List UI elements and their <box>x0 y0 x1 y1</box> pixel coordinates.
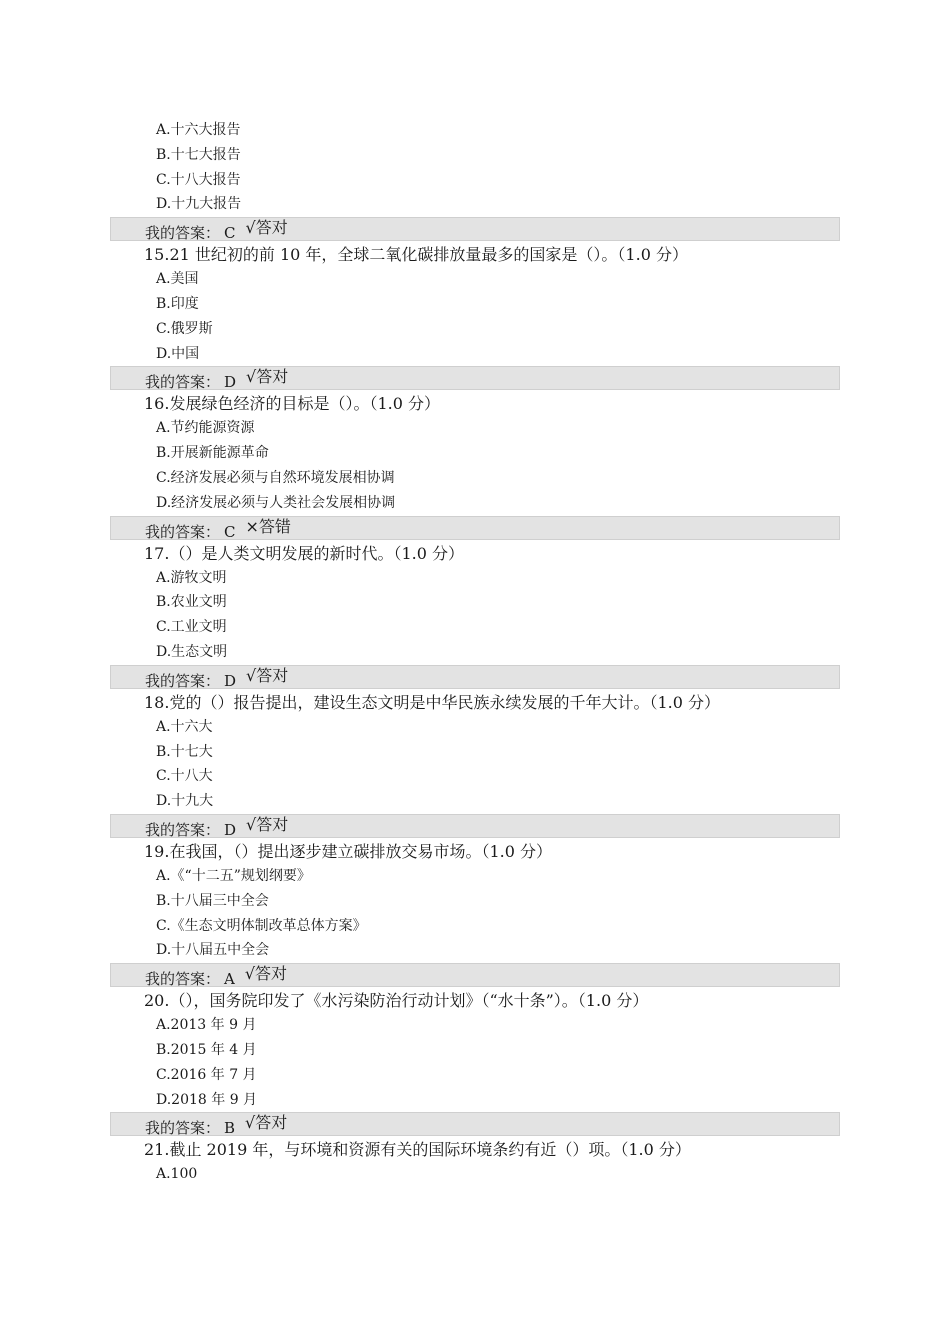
answer-label: 我的答案： <box>145 522 221 541</box>
question-block <box>110 1136 840 1187</box>
option-d[interactable]: D.生态文明 <box>156 643 228 660</box>
answer-value: D <box>224 820 237 839</box>
answer-bar <box>110 366 840 390</box>
question-block <box>110 838 840 987</box>
option-c[interactable]: C.《生态文明体制改革总体方案》 <box>156 917 367 934</box>
option-a[interactable]: A.节约能源资源 <box>156 420 255 437</box>
answer-label: 我的答案： <box>145 1119 221 1138</box>
answer-label: 我的答案： <box>145 224 221 243</box>
option-b[interactable]: B.十七大 <box>156 743 213 760</box>
option-c[interactable]: C.十八大报告 <box>156 171 241 188</box>
option-c[interactable]: C.2016 年 7 月 <box>156 1066 257 1083</box>
answer-bar <box>110 516 840 540</box>
option-a[interactable]: A.《“十二五”规划纲要》 <box>156 867 311 884</box>
question-text: 17.（）是人类文明发展的新时代。（1.0 分） <box>144 543 464 563</box>
option-c[interactable]: C.俄罗斯 <box>156 320 213 337</box>
question-text: 20.（），国务院印发了《水污染防治行动计划》（“水十条”）。（1.0 分） <box>144 991 649 1011</box>
answer-bar <box>110 665 840 689</box>
result-mark: √答对 <box>245 218 288 238</box>
question-block <box>110 118 840 241</box>
option-b[interactable]: B.农业文明 <box>156 594 227 611</box>
option-d[interactable]: D.十八届五中全会 <box>156 942 270 959</box>
option-c[interactable]: C.十八大 <box>156 768 213 785</box>
option-b[interactable]: B.十八届三中全会 <box>156 892 269 909</box>
result-mark: √答对 <box>246 367 289 387</box>
question-block <box>110 689 840 838</box>
answer-value: C <box>224 224 236 243</box>
question-text: 15.21 世纪初的前 10 年，全球二氧化碳排放量最多的国家是（）。（1.0 分） <box>144 245 688 265</box>
result-mark: ×答错 <box>245 516 291 536</box>
answer-label: 我的答案： <box>145 820 221 839</box>
option-b[interactable]: B.开展新能源革命 <box>156 445 269 462</box>
question-text: 19.在我国，（）提出逐步建立碳排放交易市场。（1.0 分） <box>144 841 552 861</box>
answer-value: D <box>224 671 237 690</box>
option-d[interactable]: D.中国 <box>156 345 200 362</box>
option-a[interactable]: A.十六大报告 <box>156 122 241 138</box>
answer-value: A <box>224 970 235 989</box>
question-text: 21.截止 2019 年，与环境和资源有关的国际环境条约有近（）项。（1.0 分） <box>144 1140 691 1160</box>
answer-bar <box>110 217 840 241</box>
question-text: 16.发展绿色经济的目标是（）。（1.0 分） <box>144 394 440 414</box>
option-c[interactable]: C.工业文明 <box>156 619 227 636</box>
option-a[interactable]: A.游牧文明 <box>156 569 227 586</box>
quiz-page <box>110 118 840 1187</box>
question-text: 18.党的（）报告提出，建设生态文明是中华民族永续发展的千年大计。（1.0 分） <box>144 692 720 712</box>
option-d[interactable]: D.十九大报告 <box>156 196 242 213</box>
answer-label: 我的答案： <box>145 970 221 989</box>
result-mark: √答对 <box>246 665 289 685</box>
answer-label: 我的答案： <box>145 671 221 690</box>
option-d[interactable]: D.2018 年 9 月 <box>156 1091 258 1108</box>
answer-value: B <box>224 1119 236 1138</box>
option-a[interactable]: A.2013 年 9 月 <box>156 1017 257 1034</box>
question-block <box>110 390 840 539</box>
option-d[interactable]: D.十九大 <box>156 793 214 810</box>
option-c[interactable]: C.经济发展必须与自然环境发展相协调 <box>156 469 395 486</box>
option-d[interactable]: D.经济发展必须与人类社会发展相协调 <box>156 494 396 511</box>
option-a[interactable]: A.100 <box>156 1166 198 1183</box>
option-a[interactable]: A.美国 <box>156 271 199 288</box>
answer-bar <box>110 963 840 987</box>
answer-bar <box>110 1112 840 1136</box>
question-block <box>110 241 840 390</box>
option-b[interactable]: B.2015 年 4 月 <box>156 1041 257 1058</box>
question-block <box>110 540 840 689</box>
option-b[interactable]: B.印度 <box>156 295 199 312</box>
answer-bar <box>110 814 840 838</box>
result-mark: √答对 <box>245 1113 288 1133</box>
answer-value: D <box>224 373 237 392</box>
result-mark: √答对 <box>244 964 288 984</box>
question-block <box>110 987 840 1136</box>
answer-value: C <box>224 522 236 541</box>
option-b[interactable]: B.十七大报告 <box>156 146 241 163</box>
option-a[interactable]: A.十六大 <box>156 718 213 735</box>
result-mark: √答对 <box>246 814 289 834</box>
answer-label: 我的答案： <box>145 373 221 392</box>
